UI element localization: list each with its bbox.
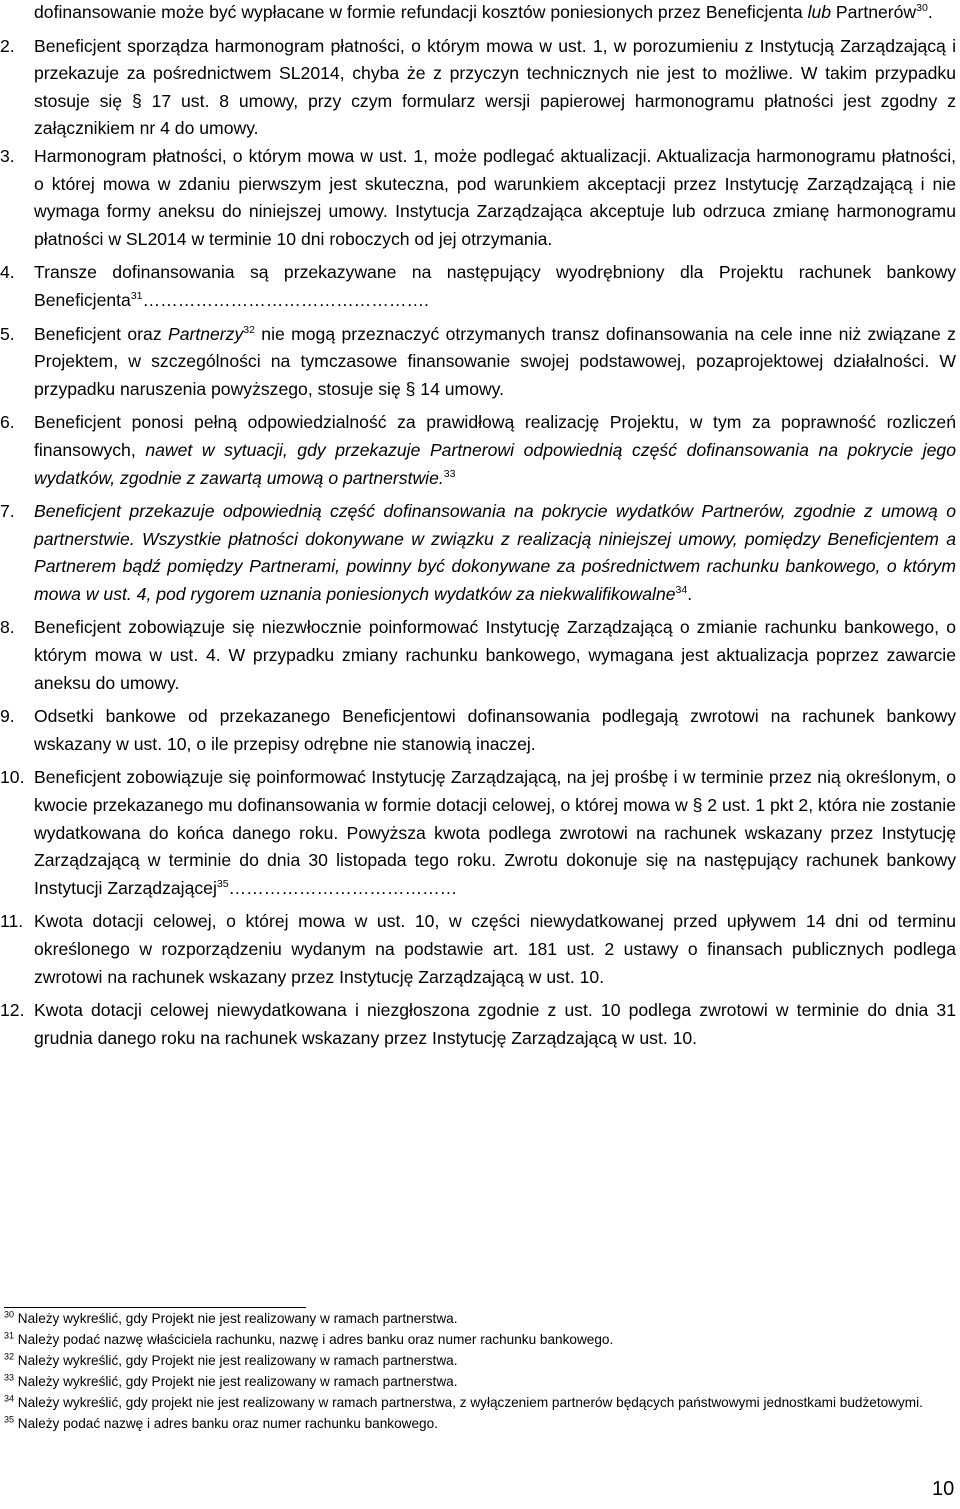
list-item-10 bbox=[0, 764, 956, 902]
item-number: 4. bbox=[0, 262, 15, 283]
footnote-ref-32[interactable]: 32 bbox=[243, 323, 255, 336]
item-number: 11. bbox=[0, 911, 24, 932]
item-text: Kwota dotacji celowej, o której mowa w ust. 10, w części niewydatkowanej przed upływem 14 dni od terminu określonego w rozporządzeniu wydanym na podstawie art. 181 ust. 2 ustawy o finansach publicznych podlega zwrotowi na rachunek wskazany przez Instytucję Zarządzającą w ust. 10. bbox=[34, 911, 956, 987]
footnote-text: Należy wykreślić, gdy Projekt nie jest realizowany w ramach partnerstwa. bbox=[14, 1373, 458, 1389]
item-end: . bbox=[687, 583, 693, 604]
footnote-text: Należy wykreślić, gdy Projekt nie jest realizowany w ramach partnerstwa. bbox=[14, 1352, 458, 1368]
footnote-number: 30 bbox=[4, 1309, 15, 1320]
intro-text-2: Partnerów bbox=[831, 2, 917, 22]
item-text: Beneficjent sporządza harmonogram płatności, o którym mowa w ust. 1, w porozumieniu z Instytucją Zarządzającą i przekazuje za pośrednictwem SL2014, chyba że z przyczyn technicznych nie jest to możliwe. W takim przypadku stosuje się § 17 ust. 8 umowy, przy czym formularz wersji papierowej harmonogramu płatności jest zgodny z załącznikiem nr 4 do umowy. bbox=[34, 35, 956, 139]
list-item-2 bbox=[0, 33, 956, 143]
footnote-text: Należy podać nazwę i adres banku oraz numer rachunku bankowego. bbox=[14, 1415, 438, 1431]
intro-text: dofinansowanie może być wypłacane w formie refundacji kosztów poniesionych przez Beneficjenta bbox=[34, 2, 808, 22]
item-italic: nawet w sytuacji, gdy przekazuje Partnerowi odpowiednią część dofinansowania na pokrycie jego wydatków, zgodnie z zawartą umową o partnerstwie. bbox=[34, 439, 957, 488]
item-text: Beneficjent oraz bbox=[34, 323, 168, 344]
footnote-text: Należy podać nazwę właściciela rachunku, nazwę i adres banku oraz numer rachunku bankowego. bbox=[14, 1331, 614, 1347]
footnote-number: 32 bbox=[4, 1351, 15, 1362]
item-text: Harmonogram płatności, o którym mowa w ust. 1, może podlegać aktualizacji. Aktualizacja harmonogramu płatności, o której mowa w zdaniu pierwszym jest skuteczna, pod warunkiem akceptacji przez Instytucję Zarządzającą i nie wymaga formy aneksu do niniejszej umowy. Instytucja Zarządzająca akceptuje lub odrzuca zmianę harmonogramu płatności w SL2014 w terminie 10 dni roboczych od jej otrzymania. bbox=[34, 145, 956, 249]
list-item-12 bbox=[0, 997, 956, 1052]
item-number: 5. bbox=[0, 323, 15, 344]
item-number: 7. bbox=[0, 501, 15, 522]
page-number: 10 bbox=[932, 1478, 955, 1500]
list-item-11 bbox=[0, 908, 956, 991]
footnote-number: 31 bbox=[4, 1330, 15, 1341]
item-number: 2. bbox=[0, 35, 15, 56]
item-text: Transze dofinansowania są przekazywane na następujący wyodrębniony dla Projektu rachunek bankowy Beneficjenta bbox=[34, 262, 956, 310]
footnote-number: 35 bbox=[4, 1414, 15, 1424]
item-number: 9. bbox=[0, 706, 15, 727]
footnote-ref-30[interactable]: 30 bbox=[916, 2, 928, 15]
item-text: Odsetki bankowe od przekazanego Beneficjentowi dofinansowania podlegają zwrotowi na rachunek bankowy wskazany w ust. 10, o ile przepisy odrębne nie stanowią inaczej. bbox=[34, 706, 956, 754]
list-item-4 bbox=[0, 259, 956, 314]
item-number: 10. bbox=[0, 767, 25, 788]
list-item-8 bbox=[0, 614, 956, 697]
list-item-9 bbox=[0, 703, 956, 758]
item-number: 12. bbox=[0, 1000, 25, 1021]
intro-end: . bbox=[927, 2, 933, 22]
list-item-3 bbox=[0, 143, 956, 253]
footnote-separator bbox=[4, 1307, 306, 1308]
list-item-7 bbox=[0, 498, 956, 608]
item-text: Beneficjent ponosi pełną odpowiedzialność za prawidłową realizację Projektu, w tym za poprawność rozliczeń finansowych, bbox=[34, 412, 956, 460]
footnote-35 bbox=[4, 1414, 956, 1435]
footnote-text: Należy wykreślić, gdy projekt nie jest realizowany w ramach partnerstwa, z wyłączeniem partnerów będących państwowymi jednostkami budżetowymi. bbox=[14, 1394, 923, 1410]
footnote-number: 34 bbox=[4, 1393, 15, 1404]
item-italic: Partnerzy bbox=[167, 323, 244, 344]
footnote-34 bbox=[4, 1393, 956, 1414]
footnotes bbox=[4, 1309, 956, 1434]
account-placeholder: ………………………………… bbox=[228, 877, 458, 898]
footnote-number: 33 bbox=[4, 1372, 15, 1383]
footnote-ref-33[interactable]: 33 bbox=[443, 467, 456, 480]
intro-italic: lub bbox=[807, 2, 832, 22]
list-item-6 bbox=[0, 409, 957, 492]
footnote-31 bbox=[4, 1330, 956, 1351]
item-number: 8. bbox=[0, 617, 15, 638]
item-number: 6. bbox=[0, 412, 15, 433]
footnote-32 bbox=[4, 1351, 956, 1372]
paragraph-intro bbox=[34, 0, 956, 27]
item-text: Beneficjent zobowiązuje się niezwłocznie poinformować Instytucję Zarządzającą o zmianie rachunku bankowego, o którym mowa w ust. 4. W przypadku zmiany rachunku bankowego, wymagana jest aktualizacja poprzez zawarcie aneksu do umowy. bbox=[34, 617, 956, 693]
item-number: 3. bbox=[0, 145, 15, 166]
item-text: Beneficjent zobowiązuje się poinformować Instytucję Zarządzającą, na jej prośbę i w terminie przez nią określonym, o kwocie przekazanego mu dofinansowania w formie dotacji celowej, o której mowa w § 2 ust. 1 pkt 2, która nie zostanie wydatkowana do końca danego roku. Powyższa kwota podlega zwrotowi na rachunek wskazany przez Instytucję Zarządzającą w terminie do dnia 30 listopada tego roku. Zwrotu dokonuje się na następujący rachunek bankowy Instytucji Zarządzającej bbox=[34, 767, 956, 898]
item-text-2: nie mogą przeznaczyć otrzymanych transz dofinansowania na cele inne niż związane z Projektem, w szczególności na tymczasowe finansowanie swojej podstawowej, pozaprojektowej działalności. W przypadku naruszenia powyższego, stosuje się § 14 umowy. bbox=[34, 323, 956, 399]
footnote-ref-34[interactable]: 34 bbox=[675, 584, 688, 597]
item-text: Kwota dotacji celowej niewydatkowana i niezgłoszona zgodnie z ust. 10 podlega zwrotowi w terminie do dnia 31 grudnia danego roku na rachunek wskazany przez Instytucję Zarządzającą w ust. 10. bbox=[34, 1000, 956, 1048]
footnote-30 bbox=[4, 1309, 956, 1330]
list-item-5 bbox=[0, 321, 956, 404]
footnote-ref-31[interactable]: 31 bbox=[130, 290, 143, 303]
footnote-33 bbox=[4, 1372, 956, 1393]
account-placeholder: …………………………………………. bbox=[142, 289, 429, 310]
footnote-text: Należy wykreślić, gdy Projekt nie jest realizowany w ramach partnerstwa. bbox=[14, 1311, 458, 1326]
footnote-ref-35[interactable]: 35 bbox=[216, 877, 229, 890]
item-italic: Beneficjent przekazuje odpowiednią część dofinansowania na pokrycie wydatków Partnerów, zgodnie z umową o partnerstwie. Wszystkie płatności dokonywane w związku z realizacją niniejszej umowy, pomiędzy Beneficjentem a Partnerem bądź pomiędzy Partnerami, powinny być dokonywane za pośrednictwem rachunku bankowego, o którym mowa w ust. 4, pod rygorem uznania poniesionych wydatków za niekwalifikowalne bbox=[34, 501, 956, 604]
